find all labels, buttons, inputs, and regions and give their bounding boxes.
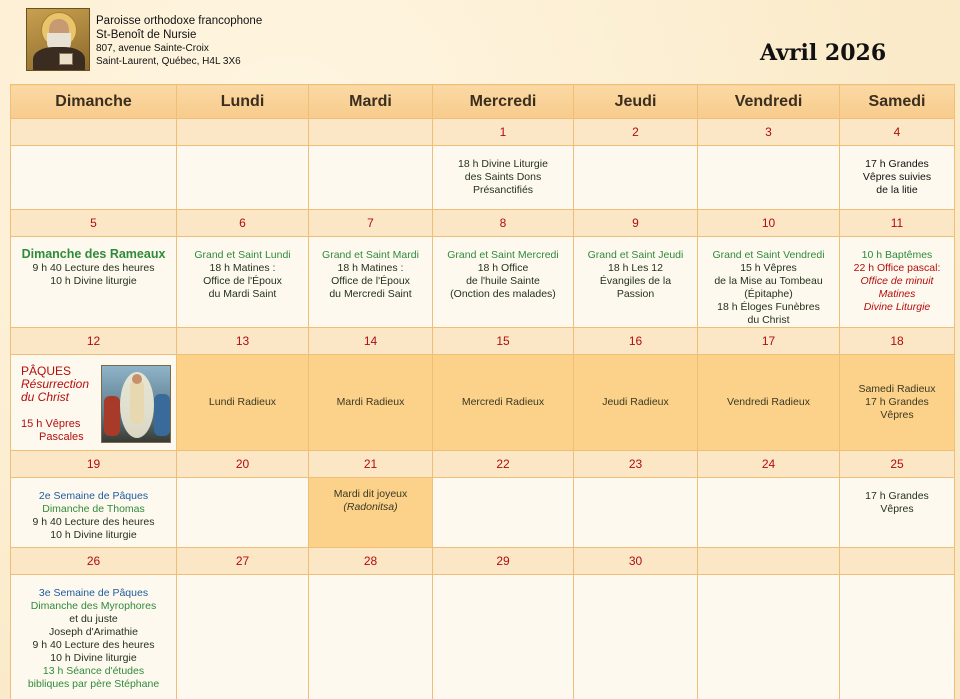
event-line: du Christ xyxy=(747,314,790,326)
event-line: 9 h 40 Lecture des heures xyxy=(32,516,155,528)
week-3-events xyxy=(11,355,955,451)
event-line: Vendredi Radieux xyxy=(727,396,810,408)
event-line: Lundi Radieux xyxy=(208,396,277,408)
week-1-numbers xyxy=(11,119,955,146)
event-title: Grand et Saint Mercredi xyxy=(447,249,559,261)
day-events-20 xyxy=(177,478,309,548)
event-line: (Radonitsa) xyxy=(343,501,398,513)
event-line: Évangiles de la xyxy=(599,275,672,287)
event-title: Dimanche des Rameaux xyxy=(21,247,166,261)
day-events-10 xyxy=(698,237,840,328)
event-title: Grand et Saint Vendredi xyxy=(712,249,825,261)
event-line: 17 h Grandes xyxy=(865,396,929,408)
event-line: 22 h Office pascal: xyxy=(853,262,941,274)
event-line: Samedi Radieux xyxy=(858,383,936,395)
day-number xyxy=(11,119,177,146)
event-line: 9 h 40 Lecture des heures xyxy=(32,639,155,651)
event-line: 18 h Éloges Funèbres xyxy=(717,301,820,313)
event-title: Grand et Saint Jeudi xyxy=(587,249,684,261)
day-events-8 xyxy=(433,237,574,328)
day-number-22: 22 xyxy=(433,451,574,478)
day-events-24 xyxy=(698,478,840,548)
weekday-mardi: Mardi xyxy=(309,85,433,119)
event-line: 15 h Vêpres xyxy=(740,262,797,274)
day-number-13: 13 xyxy=(177,328,309,355)
event-line: Office de minuit xyxy=(860,275,934,287)
day-events-12 xyxy=(11,355,177,451)
paques-time: Pascales xyxy=(39,431,84,443)
event-line: 17 h Grandes xyxy=(865,158,929,170)
event-line: du Mercredi Saint xyxy=(329,288,412,300)
week-5-events xyxy=(11,575,955,699)
day-number-1: 1 xyxy=(433,119,574,146)
day-number-19: 19 xyxy=(11,451,177,478)
event-line: 18 h Les 12 xyxy=(608,262,663,274)
address-line1: 807, avenue Sainte-Croix xyxy=(96,43,209,54)
day-events-9 xyxy=(574,237,698,328)
event-line: des Saints Dons xyxy=(464,171,542,183)
event-line: 18 h Matines : xyxy=(337,262,404,274)
day-events-22 xyxy=(433,478,574,548)
event-title: 2e Semaine de Pâques xyxy=(38,490,149,502)
paques-time: 15 h Vêpres xyxy=(21,418,81,430)
week-4-events xyxy=(11,478,955,548)
day-number-27: 27 xyxy=(177,548,309,575)
day-number-20: 20 xyxy=(177,451,309,478)
event-line: 17 h Grandes xyxy=(865,490,929,502)
day-number-2: 2 xyxy=(574,119,698,146)
weekday-samedi: Samedi xyxy=(840,85,955,119)
day-number-29: 29 xyxy=(433,548,574,575)
day-events-13 xyxy=(177,355,309,451)
resurrection-icon xyxy=(101,365,171,443)
event-line: Divine Liturgie xyxy=(863,301,931,313)
event-title: 3e Semaine de Pâques xyxy=(38,587,149,599)
event-line: Vêpres xyxy=(880,503,914,515)
event-line: bibliques par père Stéphane xyxy=(27,678,160,690)
day-number-21: 21 xyxy=(309,451,433,478)
day-number xyxy=(840,548,955,575)
day-events-6 xyxy=(177,237,309,328)
day-number-10: 10 xyxy=(698,210,840,237)
day-events-30 xyxy=(574,575,698,699)
event-line: 9 h 40 Lecture des heures xyxy=(32,262,155,274)
day-number-17: 17 xyxy=(698,328,840,355)
saint-icon xyxy=(26,8,90,71)
event-line: Joseph d'Arimathie xyxy=(49,626,138,638)
event-line: Mercredi Radieux xyxy=(461,396,545,408)
paques-title: PÂQUES xyxy=(21,364,72,378)
event-line: 18 h Matines : xyxy=(209,262,276,274)
day-number-14: 14 xyxy=(309,328,433,355)
day-events-16 xyxy=(574,355,698,451)
event-line: 10 h Divine liturgie xyxy=(50,275,137,287)
event-line: 13 h Séance d'études xyxy=(42,665,145,677)
day-number-5: 5 xyxy=(11,210,177,237)
event-line: et du juste xyxy=(69,613,118,625)
paques-subtitle: Résurrection xyxy=(21,377,90,391)
event-line: Mardi Radieux xyxy=(336,396,405,408)
day-number xyxy=(698,548,840,575)
event-line: Passion xyxy=(616,288,655,300)
address-line2: Saint-Laurent, Québec, H4L 3X6 xyxy=(96,56,241,67)
day-events xyxy=(840,575,955,699)
day-number-11: 11 xyxy=(840,210,955,237)
event-line: 10 h Divine liturgie xyxy=(50,652,137,664)
event-title: Grand et Saint Lundi xyxy=(194,249,291,261)
week-2-events xyxy=(11,237,955,328)
parish-info xyxy=(96,14,316,68)
event-line: Présanctifiés xyxy=(472,184,534,196)
day-events-4 xyxy=(840,146,955,210)
paques-subtitle: du Christ xyxy=(21,390,70,404)
day-events xyxy=(177,146,309,210)
day-number-8: 8 xyxy=(433,210,574,237)
event-line: de la Mise au Tombeau xyxy=(714,275,823,287)
day-number-7: 7 xyxy=(309,210,433,237)
day-number-4: 4 xyxy=(840,119,955,146)
day-events-15 xyxy=(433,355,574,451)
day-number-24: 24 xyxy=(698,451,840,478)
day-events xyxy=(309,146,433,210)
weekday-dimanche: Dimanche xyxy=(11,85,177,119)
day-events-2 xyxy=(574,146,698,210)
event-line: Jeudi Radieux xyxy=(602,396,669,408)
event-line: Office de l'Époux xyxy=(331,275,410,287)
day-events-1 xyxy=(433,146,574,210)
paques-text xyxy=(21,365,89,444)
weekday-jeudi: Jeudi xyxy=(574,85,698,119)
day-events-29 xyxy=(433,575,574,699)
day-number-9: 9 xyxy=(574,210,698,237)
calendar-table xyxy=(10,84,955,699)
day-events-5 xyxy=(11,237,177,328)
day-events-23 xyxy=(574,478,698,548)
week-1-events xyxy=(11,146,955,210)
day-number-30: 30 xyxy=(574,548,698,575)
event-line: 18 h Office xyxy=(477,262,529,274)
event-line: Matines xyxy=(878,288,916,300)
week-5-numbers xyxy=(11,548,955,575)
day-events-21 xyxy=(309,478,433,548)
parish-line1: Paroisse orthodoxe francophone xyxy=(96,15,263,27)
day-number-12: 12 xyxy=(11,328,177,355)
day-events-17 xyxy=(698,355,840,451)
day-events-11 xyxy=(840,237,955,328)
day-number-26: 26 xyxy=(11,548,177,575)
event-line: Vêpres xyxy=(880,409,914,421)
day-number-28: 28 xyxy=(309,548,433,575)
event-line: de la litie xyxy=(876,184,918,196)
day-number xyxy=(309,119,433,146)
week-3-numbers xyxy=(11,328,955,355)
day-events xyxy=(698,575,840,699)
weekday-header-row xyxy=(11,85,955,119)
day-events-19 xyxy=(11,478,177,548)
event-line: Vêpres suivies xyxy=(862,171,932,183)
day-number-3: 3 xyxy=(698,119,840,146)
week-4-numbers xyxy=(11,451,955,478)
day-events-18 xyxy=(840,355,955,451)
weekday-lundi: Lundi xyxy=(177,85,309,119)
day-events-28 xyxy=(309,575,433,699)
event-line: 18 h Divine Liturgie xyxy=(458,158,548,170)
day-number xyxy=(177,119,309,146)
event-line: Office de l'Époux xyxy=(203,275,282,287)
week-2-numbers xyxy=(11,210,955,237)
day-number-23: 23 xyxy=(574,451,698,478)
event-line: Mardi dit joyeux xyxy=(333,488,408,500)
event-line: Dimanche de Thomas xyxy=(42,503,145,515)
weekday-mercredi: Mercredi xyxy=(433,85,574,119)
event-line: (Onction des malades) xyxy=(450,288,556,300)
event-title: Grand et Saint Mardi xyxy=(322,249,419,261)
day-number-16: 16 xyxy=(574,328,698,355)
day-events-26 xyxy=(11,575,177,699)
day-events-3 xyxy=(698,146,840,210)
day-events xyxy=(11,146,177,210)
day-number-15: 15 xyxy=(433,328,574,355)
day-events-14 xyxy=(309,355,433,451)
event-line: 10 h Divine liturgie xyxy=(50,529,137,541)
day-number-18: 18 xyxy=(840,328,955,355)
day-events-25 xyxy=(840,478,955,548)
weekday-vendredi: Vendredi xyxy=(698,85,840,119)
parish-line2: St-Benoît de Nursie xyxy=(96,29,197,41)
event-line: Dimanche des Myrophores xyxy=(30,600,157,612)
month-title: Avril 2026 xyxy=(760,40,887,66)
day-number-6: 6 xyxy=(177,210,309,237)
event-line: de l'huile Sainte xyxy=(466,275,540,287)
event-line: (Épitaphe) xyxy=(744,288,793,300)
event-line: 10 h Baptêmes xyxy=(861,249,933,261)
day-events-7 xyxy=(309,237,433,328)
event-line: du Mardi Saint xyxy=(208,288,277,300)
day-number-25: 25 xyxy=(840,451,955,478)
day-events-27 xyxy=(177,575,309,699)
